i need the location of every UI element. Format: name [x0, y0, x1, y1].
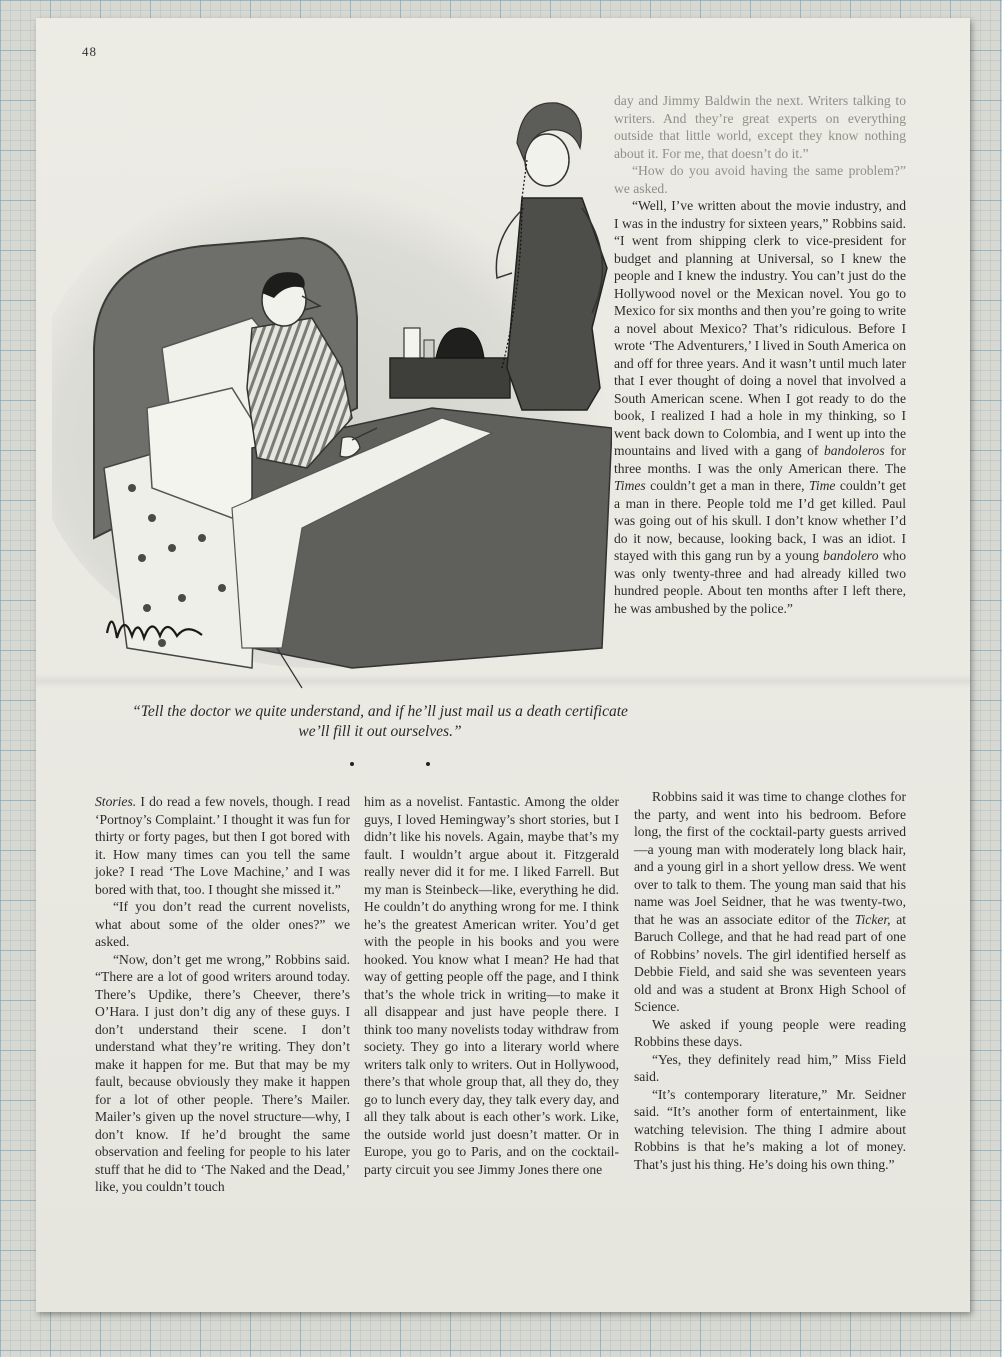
- paragraph: him as a novelist. Fantastic. Among the older guys, I loved Hemingway’s short stories, but I didn’t like his novels. Again, maybe that’s my fault. I wouldn’t argue about it. Fitzgerald really never did it for me. I liked Farrell. But my man is Steinbeck—like, everything he did. He couldn’t do anything wrong for me. I think he’s the greatest American writer. You’d get with the people in his books and you were hooked. You know what I mean? He had that way of getting people off the page, and I think that’s the whole trick in writing—to make it all disappear and just have people there. I think too many novelists today withdraw from society. They go into a literary world where writers talk only to writers. Out in Hollywood, there’s that whole group that, all they do, they go to lunch every day, they talk every day, and all they talk about is each other’s work. Like, the outside world just doesn’t matter. Or in Europe, you go to Paris, and on the cocktail-party circuit you see Jimmy Jones there one: [364, 794, 619, 1177]
- paragraph: “How do you avoid having the same problem?” we asked.: [614, 163, 906, 196]
- paragraph: [634, 788, 906, 1016]
- nightstand: [390, 358, 510, 398]
- paragraph: We asked if young people were reading Robbins these days.: [634, 1016, 906, 1049]
- italic-term: bandolero: [823, 548, 879, 563]
- italic-term: bandoleros: [823, 443, 885, 458]
- italic-term: Times: [614, 478, 646, 493]
- text: “Well, I’ve written about the movie industry, and I was in the industry for sixteen years,” Robbins said. “I went from shipping clerk to vice-president for budget and planning at Universal, so I knew the people and I knew the industry. You can’t just do the Hollywood novel or the Mexican novel. You go to Mexico for six months and then you’re going to write a novel about Mexico? That’s ridiculous. Before I wrote ‘The Adventurers,’ I lived in South America on and off for three years. And it wasn’t until much later that I ever thought of doing a novel that involved a South American scene. When I got ready to do the book, I realized I had a hole in my thinking, so I went back down to Colombia, and I went up into the mountains and lived with a gang of: [614, 198, 906, 458]
- paragraph: “Now, don’t get me wrong,” Robbins said. “There are a lot of good writers around today. There’s Updike, there’s Cheever, there’s O’Hara. I just don’t dig any of these guys. I don’t understand their scene. I don’t understand what they’re writing. They don’t make it happen for me. But that may be my fault, because obviously they make it happen for a lot of other people. There’s Mailer. Mailer’s given up the novel structure—why, I don’t know. If he’d brought the same observation and feeling for people to his later stuff that he did to ‘The Naked and the Dead,’ like, you couldn’t touch: [95, 951, 350, 1194]
- text: at Baruch College, and that he had read part of one of Robbins’ novels. The girl identified herself as Debbie Field, and said she was seventeen years old and was a student at Bronx High School of Science.: [634, 911, 906, 1014]
- section-separator: [350, 758, 430, 770]
- separator-dot: [426, 762, 430, 766]
- medicine-bottle: [424, 340, 434, 358]
- paragraph: “Yes, they definitely read him,” Miss Field said.: [634, 1051, 906, 1084]
- separator-dot: [350, 762, 354, 766]
- paragraph: “If you don’t read the current novelists, what about some of the older ones?” we asked.: [95, 899, 350, 949]
- article-column-left: [95, 793, 350, 1196]
- article-column-middle: [364, 793, 619, 1178]
- paragraph: day and Jimmy Baldwin the next. Writers talking to writers. And they’re great experts on everything outside that little world, except they know nothing about it. For me, that doesn’t do it.”: [614, 93, 906, 161]
- italic-term: Time: [809, 478, 836, 493]
- drinking-glass: [404, 328, 420, 358]
- article-column-right: [634, 788, 906, 1173]
- text: Robbins said it was time to change clothes for the party, and went into his bedroom. Before long, the first of the cocktail-party guests arrived—a young man with moderately long black hair, and a young girl in a short yellow dress. We went over to talk to them. The young man said that his name was Joel Seidner, that he was twenty-two, that he was an associate editor of the: [634, 789, 906, 927]
- cartoon-illustration: [52, 88, 612, 690]
- cartoon-caption: “Tell the doctor we quite understand, and if he’ll just mail us a death certificate we’ll fill it out ourselves.”: [132, 703, 628, 740]
- italic-term: Stories.: [95, 794, 137, 809]
- italic-term: Ticker,: [854, 911, 891, 927]
- paragraph: [95, 793, 350, 898]
- text: couldn’t get a man in there. People told me I’d get killed. Paul was going out of his skull. I don’t know whether I’d do it now, because, looking back, I was an idiot. I stayed with this gang run by a young: [614, 478, 906, 563]
- article-column-top-right: [614, 92, 906, 617]
- text: couldn’t get a man in there,: [650, 478, 805, 493]
- text: who was only twenty-three and had already killed two hundred people. About ten months after I left there, he was ambushed by the police.”: [614, 548, 907, 616]
- page-number: 48: [82, 44, 97, 59]
- paragraph: “It’s contemporary literature,” Mr. Seidner said. “It’s another form of entertainment, like watching television. The thing I admire about Robbins is that he’s making a lot of money. That’s just his thing. He’s doing his own thing.”: [634, 1086, 906, 1172]
- paragraph: [614, 197, 906, 617]
- text: I do read a few novels, though. I read ‘Portnoy’s Complaint.’ I thought it was fun for thirty or forty pages, but then I got bored with it. How many times can you tell the same joke? I read ‘The Love Machine,’ and I was bored with that, too. I thought she missed it.”: [95, 794, 350, 897]
- text: for three months. I was the only American there. The: [614, 443, 906, 476]
